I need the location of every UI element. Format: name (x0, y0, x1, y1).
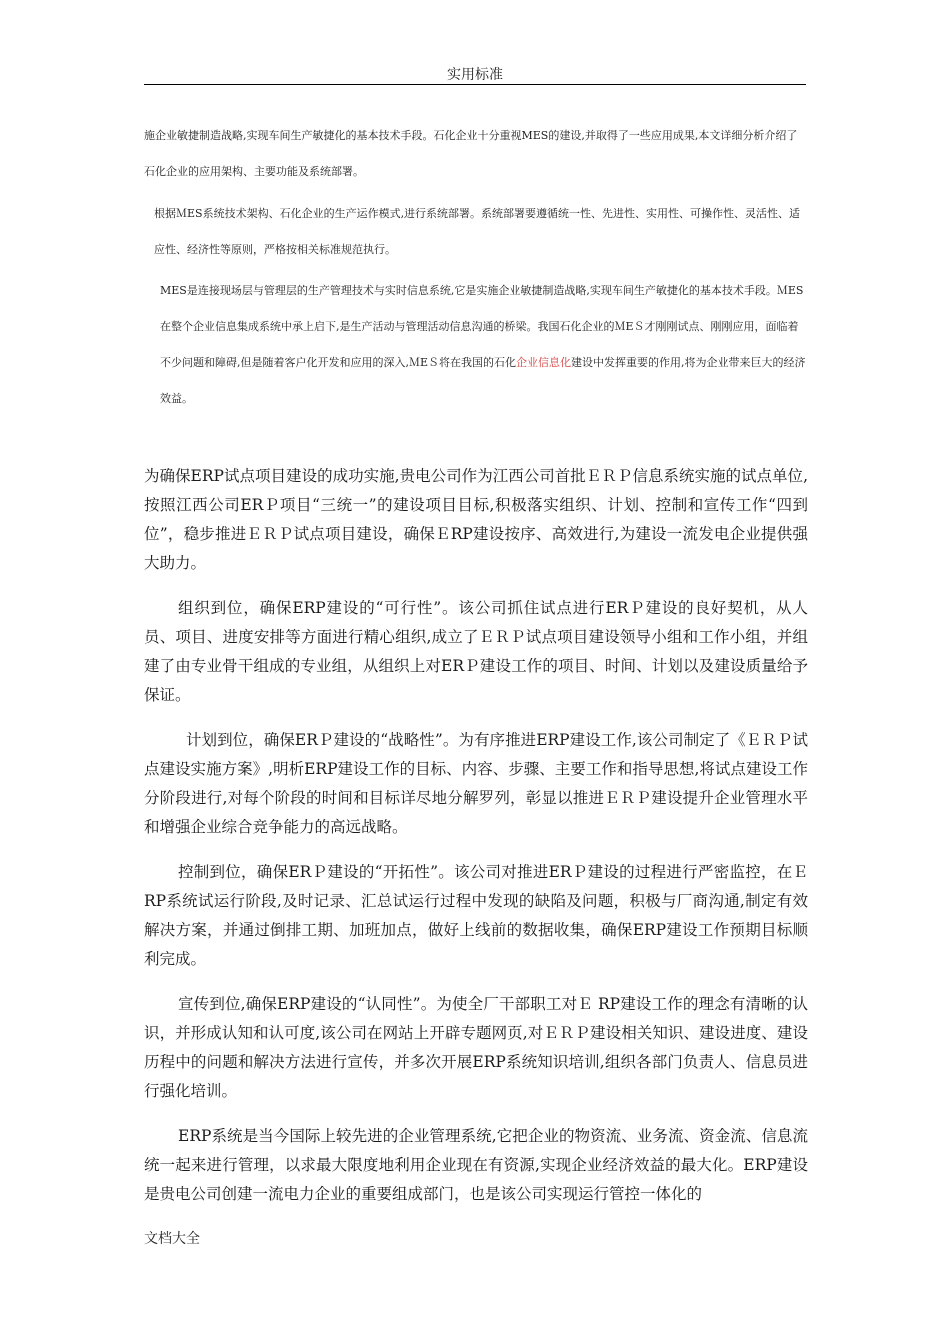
intro-paragraph-2-text: 根据ＭES系统技术架构、石化企业的生产运作模式,进行系统部署。系统部署要遵循统一性、先进性、实用性、可操作性、灵活性、适应性、经济性等原则，严格按相关标准规范执行。 (154, 207, 801, 256)
intro-paragraph-3-part2: 建设中发挥重要的作用,将为企业带来巨大的经济效益。 (160, 356, 806, 405)
main-paragraph-6: ERP系统是当今国际上较先进的企业管理系统,它把企业的物资流、业务流、资金流、信息流统一起来进行管理，以求最大限度地利用企业现在有资源,实现企业经济效益的最大化。ERP建设是贵电公司创建一流电力企业的重要组成部门，也是该公司实现运行管控一体化的 (144, 1127, 808, 1203)
page-footer-text: 文档大全 (144, 1231, 200, 1247)
intro-paragraph-2 (144, 196, 808, 268)
main-paragraph-5: 宣传到位,确保ERP建设的“认同性”。为使全厂干部职工对Ｅ RP建设工作的理念有清晰的认识，并形成认知和认可度,该公司在网站上开辟专题网页,对ＥＲＰ建设相关知识、建设进度、建设历程中的问题和解决方法进行宣传，并多次开展ERP系统知识培训,组织各部门负责人、信息员进行强化培训。 (144, 995, 808, 1100)
intro-paragraph-3 (144, 273, 808, 417)
intro-paragraph-1 (144, 118, 808, 190)
intro-paragraph-3-text (144, 273, 808, 417)
intro-paragraph-3-part1: MES是连接现场层与管理层的生产管理技术与实时信息系统,它是实施企业敏捷制造战略,实现车间生产敏捷化的基本技术手段。ＭES在整个企业信息集成系统中承上启下,是生产活动与管理活动信息沟通的桥梁。我国石化企业的ＭEＳ才刚刚试点、刚刚应用，面临着不少问题和障碍,但是随着客户化开发和应用的深入,ＭEＳ将在我国的石化 (160, 284, 804, 369)
main-article (144, 462, 808, 1225)
enterprise-informatization-link[interactable]: 企业信息化 (516, 356, 572, 369)
page-header-title: 实用标准 (447, 67, 503, 83)
header-divider (144, 84, 806, 85)
main-paragraph-4: 控制到位，确保ERＰ建设的“开拓性”。该公司对推进ERＰ建设的过程进行严密监控，在Ｅ RP系统试运行阶段,及时记录、汇总试运行过程中发现的缺陷及问题，积极与厂商沟通,制定有效解决方案，并通过倒排工期、加班加点，做好上线前的数据收集，确保ERP建设工作预期目标顺利完成。 (144, 863, 808, 968)
main-paragraph-2: 组织到位，确保ERP建设的“可行性”。该公司抓住试点进行ERＰ建设的良好契机，从人员、项目、进度安排等方面进行精心组织,成立了ＥＲＰ试点项目建设领导小组和工作小组，并组建了由专业骨干组成的专业组，从组织上对ERＰ建设工作的项目、时间、计划以及建设质量给予保证。 (144, 599, 808, 704)
main-paragraph-3: 计划到位，确保ERＰ建设的“战略性”。为有序推进ERP建设工作,该公司制定了《ＥＲＰ试点建设实施方案》,明析ERP建设工作的目标、内容、步骤、主要工作和指导思想,将试点建设工作分阶段进行,对每个阶段的时间和目标详尽地分解罗列，彰显以推进ＥＲＰ建设提升企业管理水平和增强企业综合竞争能力的高远战略。 (144, 731, 808, 836)
main-paragraph-1: 为确保ERP试点项目建设的成功实施,贵电公司作为江西公司首批ＥＲＰ信息系统实施的试点单位,按照江西公司ERＰ项目“三统一”的建设项目目标,积极落实组织、计划、控制和宣传工作“四到位”，稳步推进ＥＲＰ试点项目建设，确保ＥRP建设按序、高效进行,为建设一流发电企业提供强大助力。 (144, 467, 808, 572)
intro-paragraph-1-text: 施企业敏捷制造战略,实现车间生产敏捷化的基本技术手段。石化企业十分重视MES的建设,并取得了一些应用成果,本文详细分析介绍了石化企业的应用架构、主要功能及系统部署。 (144, 129, 798, 178)
